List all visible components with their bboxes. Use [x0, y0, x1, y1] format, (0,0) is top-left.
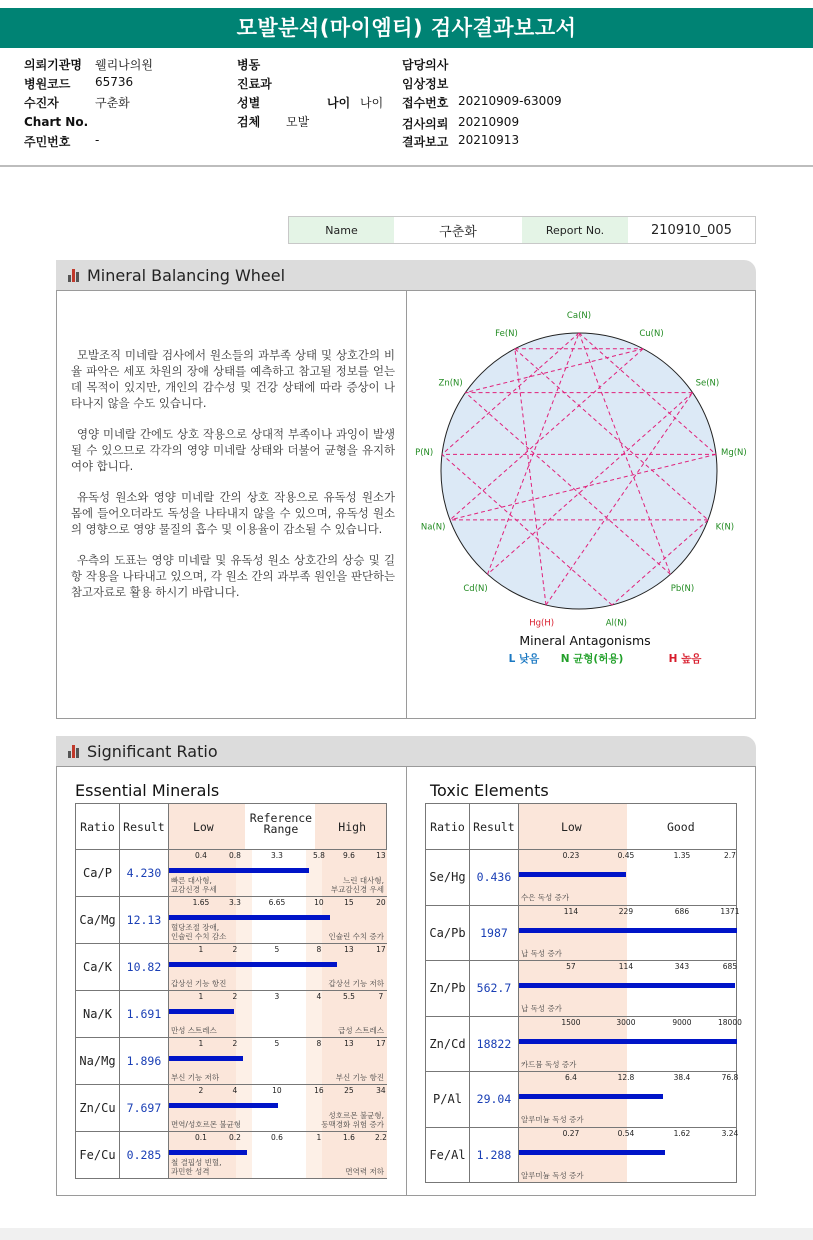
ratio-gauge [168, 1132, 386, 1179]
ratio-row [426, 850, 737, 906]
high-effect-note: 부신 기능 항진 [335, 1072, 384, 1082]
high-header: High [338, 820, 366, 834]
result-bar [169, 1056, 243, 1061]
ratio-row [76, 850, 387, 897]
effect-note: 알루미늄 독성 증가 [520, 1170, 584, 1180]
wheel-legend-item: H 높음 [668, 653, 702, 665]
tick-label: 2 [232, 992, 238, 1001]
bar-chart-icon [68, 268, 79, 282]
mineral-node-label: Na(N) [420, 522, 446, 533]
wheel-panel [56, 290, 756, 719]
mineral-node-label: Pb(N) [670, 583, 695, 594]
high-effect-note: 면역력 저하 [345, 1166, 384, 1176]
tick-label: 0.45 [617, 851, 635, 860]
request-value: 20210909 [458, 115, 520, 129]
ratio-result: 1.288 [469, 1127, 518, 1183]
request-label: 검사의뢰 [402, 117, 449, 131]
specimen-label: 검체 [237, 115, 261, 129]
tick-label: 8 [316, 1039, 322, 1048]
mineral-node-label: Al(N) [605, 618, 627, 629]
high-effect-note: 느린 대사형, 부교감신경 우세 [330, 876, 384, 894]
essential-title: Essential Minerals [75, 781, 220, 800]
sex-label: 성별 [237, 96, 261, 110]
effect-note: 알루미늄 독성 증가 [520, 1115, 584, 1124]
ratio-row [76, 1038, 387, 1085]
tick-label: 4 [316, 992, 322, 1001]
ratio-gauge [168, 1038, 386, 1085]
result-bar [169, 962, 337, 967]
wheel-legend-item: N 균형(허용) [560, 653, 624, 665]
tick-label: 0.54 [617, 1128, 635, 1138]
result-bar [169, 868, 309, 873]
ratio-name: Zn/Cu [76, 1085, 120, 1132]
institution-label: 의뢰기관명 [24, 58, 82, 72]
footer-strip [0, 1228, 813, 1240]
tick-label: 3 [274, 992, 280, 1001]
low-header: Low [192, 820, 214, 834]
tick-label: 3.3 [228, 898, 241, 907]
tick-label: 8 [316, 945, 322, 954]
tick-label: 1.62 [673, 1128, 691, 1138]
tick-label: 2 [198, 1086, 204, 1095]
name-label: Name [289, 217, 394, 243]
age-label: 나이 [327, 96, 351, 110]
high-effect-note: 급성 스트레스 [338, 1025, 384, 1035]
ratio-result: 1987 [469, 905, 518, 961]
age-value: 나이 [360, 96, 384, 110]
low-effect-note: 혈당조절 장애, 인슐린 수치 감소 [170, 923, 227, 941]
chart-label: Chart No. [24, 115, 89, 129]
description-paragraph: 유독성 원소와 영양 미네랄 간의 상호 작용으로 유독성 원소가 몸에 들어오더라도 독성을 나타내지 않을 수 있으며, 유독성 원소의 영향으로 영양 물질의 흡수 및 이용율이 감소될 수 있습니다. [71, 490, 395, 536]
high-effect-note: 갑상선 기능 저하 [328, 978, 384, 988]
doctor-label: 담당의사 [402, 58, 449, 72]
tick-label: 9.6 [342, 851, 355, 860]
mineral-node-label: Cu(N) [639, 328, 664, 339]
ratio-result: 0.285 [119, 1132, 168, 1179]
ratio-name: Ca/Pb [426, 905, 470, 961]
name-value: 구춘화 [394, 217, 522, 243]
ratio-result: 562.7 [469, 961, 518, 1017]
mineral-wheel-chart [407, 291, 755, 719]
tick-label: 1 [198, 945, 204, 954]
ratio-row [426, 1016, 737, 1072]
tick-label: 4 [232, 1086, 238, 1095]
low-header: Low [560, 820, 582, 834]
result-bar [169, 1150, 247, 1155]
mineral-node-label: Ca(N) [566, 311, 592, 321]
mineral-node-label: Mg(N) [720, 448, 747, 459]
ratio-row [426, 1127, 737, 1183]
ratio-panel-divider [406, 767, 407, 1195]
tick-label: 6.65 [268, 898, 286, 907]
ratio-result: 1.691 [119, 991, 168, 1038]
tick-label: 1 [198, 992, 204, 1001]
id-value: - [95, 133, 100, 147]
tick-label: 1.6 [342, 1133, 355, 1142]
ratio-result: 0.436 [469, 850, 518, 906]
result-bar [169, 1103, 278, 1108]
ratio-name: Ca/K [76, 944, 120, 991]
bar-chart-icon [68, 744, 79, 758]
effect-note: 납 독성 증가 [520, 948, 562, 958]
section-header-wheel [56, 260, 756, 290]
ratio-row [76, 1085, 387, 1132]
tick-label: 2 [232, 945, 238, 954]
result-bar [519, 1150, 665, 1155]
ratio-row [76, 897, 387, 944]
mineral-node-label: Fe(N) [495, 328, 518, 339]
dept-label: 진료과 [237, 77, 272, 91]
result-date-value: 20210913 [458, 133, 520, 147]
tick-label: 2.7 [723, 851, 736, 860]
report-title: 모발분석(마이엠티) 검사결과보고서 [0, 8, 813, 48]
ratio-gauge [518, 850, 736, 906]
patient-value: 구춘화 [95, 96, 130, 110]
tick-label: 343 [674, 962, 690, 971]
tick-label: 2.2 [374, 1133, 387, 1142]
ratio-gauge [518, 1016, 742, 1072]
ratio-row [426, 905, 737, 961]
ratio-gauge [518, 905, 740, 961]
mineral-node-label: Cd(N) [463, 583, 488, 594]
low-effect-note: 빠른 대사형, 교감신경 우세 [170, 876, 217, 894]
ratio-gauge [168, 1085, 386, 1132]
ratio-gauge [518, 1127, 739, 1183]
report-label: Report No. [522, 217, 628, 243]
low-effect-note: 면역/성호르몬 불균형 [170, 1119, 242, 1129]
ratio-name: Ca/Mg [76, 897, 120, 944]
institution-value: 웰리나의원 [95, 58, 153, 72]
tick-label: 76.8 [721, 1073, 739, 1082]
tick-label: 1 [316, 1133, 322, 1142]
ratio-name: Na/K [76, 991, 120, 1038]
ratio-gauge [168, 850, 386, 897]
result-bar [519, 872, 626, 877]
ratio-name: Fe/Cu [76, 1132, 120, 1179]
tick-label: 13 [376, 851, 386, 860]
high-effect-note: 인슐린 수치 증가 [328, 931, 384, 941]
tick-label: 10 [314, 898, 324, 907]
result-header: Result [119, 804, 168, 850]
mineral-node-label: K(N) [715, 522, 735, 533]
high-effect-note: 성호르몬 불균형, 동맥경화 위험 증가 [321, 1111, 384, 1129]
tick-label: 114 [563, 906, 579, 916]
mineral-node-label: Hg(H) [529, 618, 555, 629]
tick-label: 18000 [718, 1017, 742, 1027]
wheel-legend-item: L 낮음 [508, 653, 540, 665]
tick-label: 25 [344, 1086, 354, 1095]
report-value: 210910_005 [628, 217, 755, 243]
tick-label: 1 [198, 1039, 204, 1048]
range-header [168, 804, 386, 850]
receipt-value: 20210909-63009 [458, 94, 562, 108]
patient-info [0, 56, 813, 166]
tick-label: 5.5 [342, 992, 355, 1001]
low-effect-note: 부신 기능 저하 [170, 1072, 220, 1082]
ratio-gauge [518, 961, 736, 1017]
description-paragraph: 모발조직 미네랄 검사에서 원소들의 과부족 상태 및 상호간의 비율 파악은 세포 차원의 장애 상태를 예측하고 참고될 정보를 얻는데 목적이 있지만, 개인의 감수성 및 건강 상태에 따라 증상이 나타나지 않을 수도 있습니다. [71, 348, 395, 410]
tick-label: 6.4 [564, 1073, 577, 1082]
ratio-gauge [518, 1072, 739, 1128]
tick-label: 685 [722, 962, 738, 971]
ratio-result: 7.697 [119, 1085, 168, 1132]
ratio-name: Zn/Cd [426, 1016, 470, 1072]
section-header-ratio [56, 736, 756, 766]
result-header: Result [469, 804, 518, 850]
tick-label: 0.27 [562, 1128, 580, 1138]
ratio-result: 29.04 [469, 1072, 518, 1128]
tick-label: 0.2 [228, 1133, 241, 1142]
ratio-header: Ratio [426, 804, 470, 850]
toxic-title: Toxic Elements [430, 781, 549, 800]
tick-label: 5 [274, 1039, 280, 1048]
effect-note: 납 독성 증가 [520, 1004, 562, 1013]
result-bar [519, 1039, 737, 1044]
tick-label: 17 [376, 945, 386, 954]
essential-table [75, 803, 387, 1179]
tick-label: 0.6 [270, 1133, 283, 1142]
tick-label: 7 [378, 992, 384, 1001]
ratio-name: Ca/P [76, 850, 120, 897]
toxic-table [425, 803, 742, 1183]
id-label: 주민번호 [24, 135, 71, 149]
effect-note: 카드뮴 독성 증가 [520, 1059, 577, 1069]
tick-label: 1.35 [673, 851, 691, 860]
ratio-row [426, 1072, 737, 1128]
tick-label: 0.1 [194, 1133, 207, 1142]
ratio-name: Zn/Pb [426, 961, 470, 1017]
good-header: Good [666, 820, 695, 834]
tick-label: 16 [314, 1086, 324, 1095]
mineral-node-label: P(N) [415, 448, 434, 459]
ref-range-header: Reference Range [249, 811, 313, 836]
tick-label: 13 [344, 945, 354, 954]
result-bar [519, 928, 737, 933]
ratio-result: 18822 [469, 1016, 518, 1072]
range-header [518, 804, 736, 850]
ratio-row [76, 991, 387, 1038]
low-effect-note: 갑상선 기능 항진 [170, 978, 227, 988]
ratio-row [76, 1132, 387, 1179]
result-bar [169, 915, 330, 920]
tick-label: 12.8 [617, 1073, 635, 1082]
ratio-name: Se/Hg [426, 850, 470, 906]
toxic-header-row [426, 804, 737, 850]
result-date-label: 결과보고 [402, 135, 449, 149]
tick-label: 1371 [720, 906, 740, 916]
wheel-circle [438, 333, 717, 609]
result-bar [519, 983, 735, 988]
wheel-caption: Mineral Antagonisms [519, 633, 651, 648]
ratio-gauge [168, 897, 386, 944]
hospital-code-value: 65736 [95, 75, 134, 89]
result-bar [519, 1094, 663, 1099]
ward-label: 병동 [237, 58, 261, 72]
ratio-name: P/Al [426, 1072, 470, 1128]
tick-label: 9000 [672, 1017, 692, 1027]
ratio-row [76, 944, 387, 991]
tick-label: 17 [376, 1039, 386, 1048]
info-divider [0, 165, 813, 167]
ratio-panel [56, 766, 756, 1196]
tick-label: 1500 [561, 1017, 581, 1027]
receipt-label: 접수번호 [402, 96, 449, 110]
tick-label: 57 [566, 962, 576, 971]
mineral-node-label: Zn(N) [438, 378, 463, 389]
section-title-ratio: Significant Ratio [87, 741, 218, 761]
description-paragraph: 영양 미네랄 간에도 상호 작용으로 상대적 부족이나 과잉이 발생될 수 있으므로 각각의 영양 미네랄 상태와 더불어 균형을 유지하여야 합니다. [71, 427, 395, 473]
tick-label: 0.4 [194, 851, 207, 860]
hospital-code-label: 병원코드 [24, 77, 71, 91]
tick-label: 34 [376, 1086, 386, 1095]
tick-label: 5.8 [312, 851, 325, 860]
result-bar [169, 1009, 234, 1014]
tick-label: 3000 [616, 1017, 636, 1027]
ratio-result: 12.13 [119, 897, 168, 944]
clinical-label: 임상정보 [402, 77, 449, 91]
tick-label: 3.3 [270, 851, 283, 860]
tick-label: 686 [674, 906, 690, 916]
section-title-wheel: Mineral Balancing Wheel [87, 265, 286, 285]
tick-label: 15 [344, 898, 354, 907]
ratio-gauge [168, 944, 386, 991]
ratio-result: 10.82 [119, 944, 168, 991]
specimen-value: 모발 [286, 115, 310, 129]
ratio-header: Ratio [76, 804, 120, 850]
tick-label: 5 [274, 945, 280, 954]
ratio-result: 1.896 [119, 1038, 168, 1085]
tick-label: 0.8 [228, 851, 241, 860]
tick-label: 20 [376, 898, 386, 907]
tick-label: 229 [618, 906, 634, 916]
ratio-name: Na/Mg [76, 1038, 120, 1085]
tick-label: 10 [272, 1086, 282, 1095]
patient-label: 수진자 [24, 96, 59, 110]
mineral-node-label: Se(N) [695, 378, 720, 389]
tick-label: 1.65 [192, 898, 210, 907]
tick-label: 2 [232, 1039, 238, 1048]
tick-label: 114 [618, 962, 634, 971]
effect-note: 수은 독성 증가 [520, 893, 570, 902]
wheel-description [71, 347, 395, 615]
low-effect-note: 철 결핍성 빈혈, 과민한 성격 [170, 1158, 222, 1176]
ratio-name: Fe/Al [426, 1127, 470, 1183]
essential-header-row [76, 804, 387, 850]
ratio-gauge [168, 991, 386, 1038]
name-box [288, 216, 756, 244]
description-paragraph: 우측의 도표는 영양 미네랄 및 유독성 원소 상호간의 상승 및 길항 작용을 나타내고 있으며, 각 원소 간의 과부족 원인을 판단하는 참고자료로 활용 하시기 바랍니다. [71, 553, 395, 599]
tick-label: 38.4 [673, 1073, 691, 1082]
tick-label: 3.24 [721, 1128, 739, 1138]
tick-label: 0.23 [562, 851, 580, 860]
low-effect-note: 만성 스트레스 [170, 1025, 217, 1035]
ratio-row [426, 961, 737, 1017]
tick-label: 13 [344, 1039, 354, 1048]
ratio-result: 4.230 [119, 850, 168, 897]
